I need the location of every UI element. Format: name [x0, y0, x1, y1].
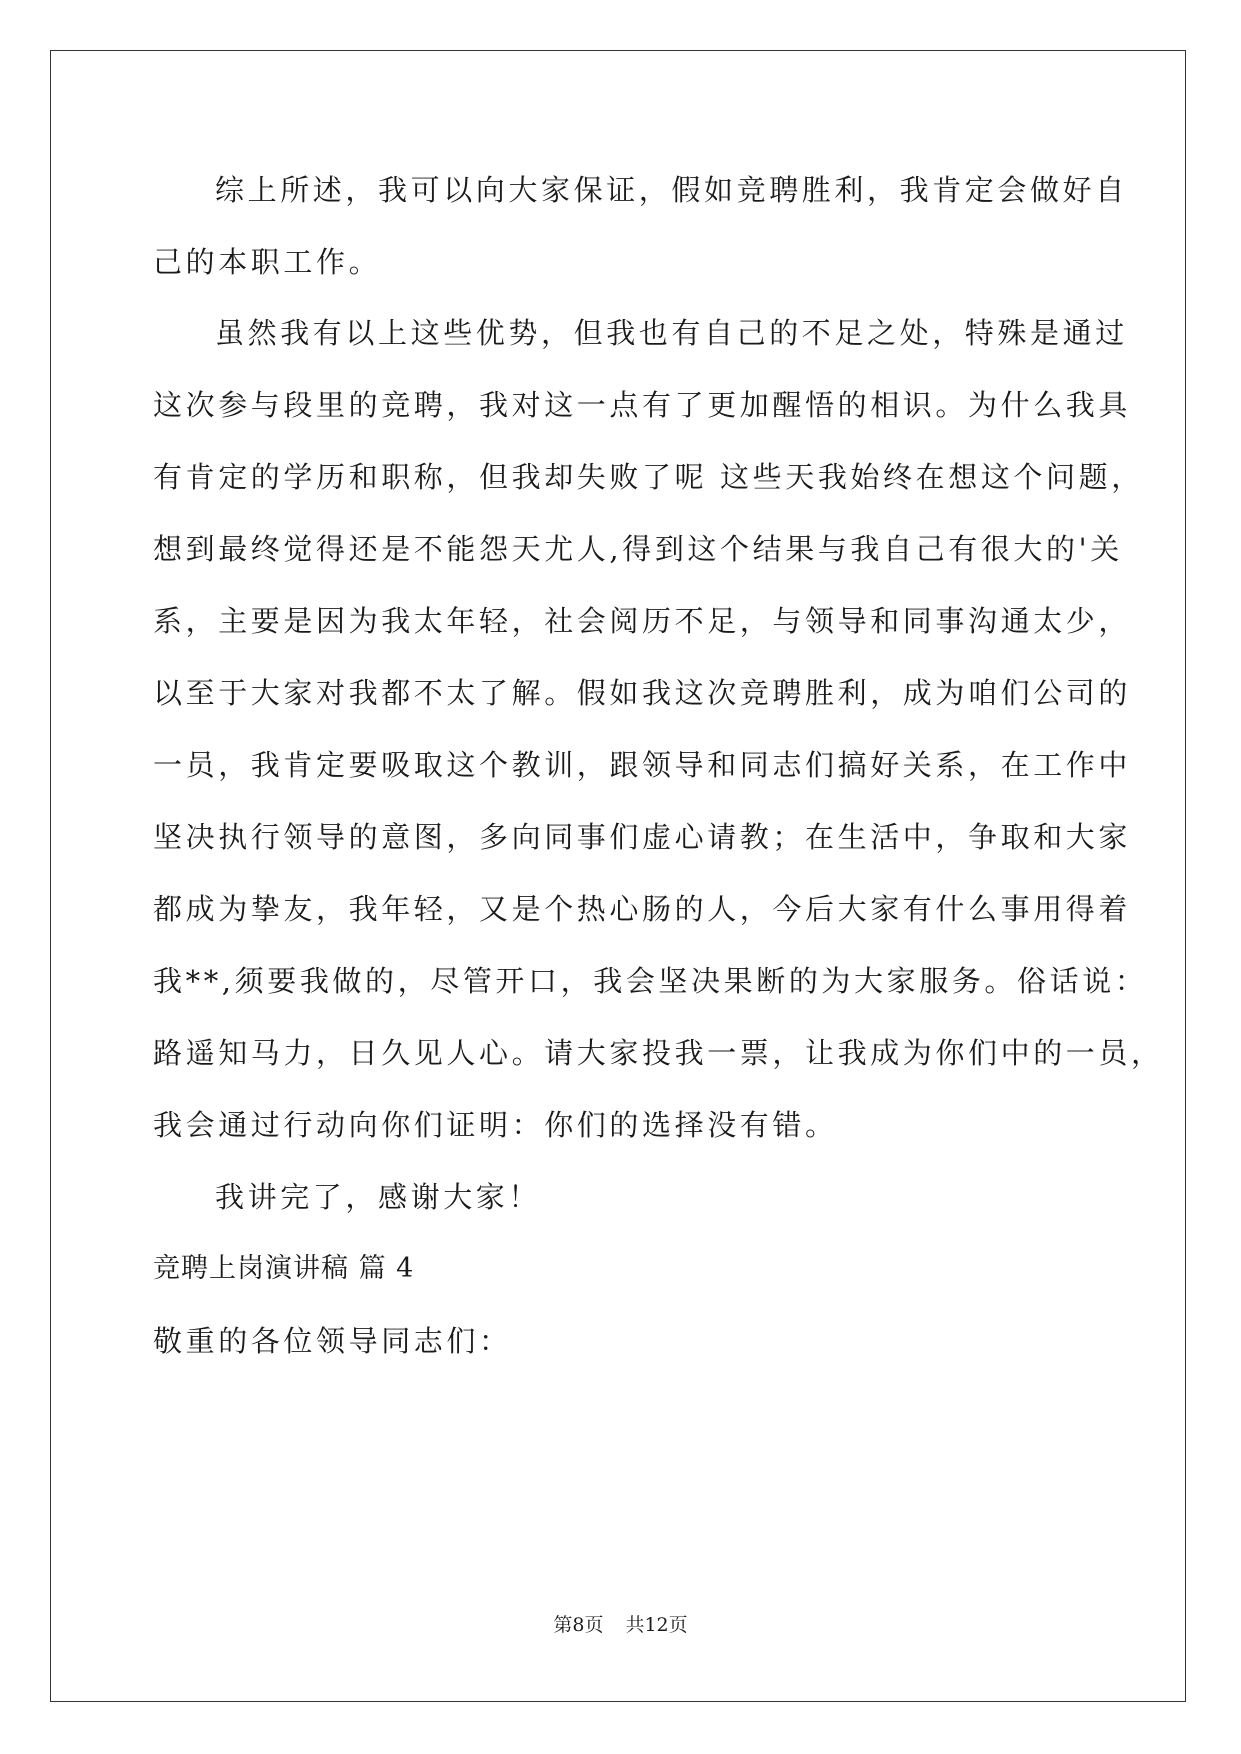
body-line-14: 我会通过行动向你们证明：你们的选择没有错。 — [153, 1108, 838, 1142]
body-line-2: 己的本职工作。 — [153, 245, 382, 279]
body-line-13: 路遥知马力，日久见人心。请大家投我一票，让我成为你们中的一员， — [153, 1036, 1164, 1070]
body-line-9: 一员，我肯定要吸取这个教训，跟领导和同志们搞好关系，在工作中 — [153, 748, 1132, 782]
body-line-1: 综上所述，我可以向大家保证，假如竞聘胜利，我肯定会做好自 — [215, 173, 1128, 207]
body-line-6: 想到最终觉得还是不能怨天尤人,得到这个结果与我自己有很大的'关 — [153, 532, 1123, 566]
body-line-4: 这次参与段里的竞聘，我对这一点有了更加醒悟的相识。为什么我具 — [153, 388, 1132, 422]
salutation: 敬重的各位领导同志们： — [153, 1324, 512, 1358]
body-line-3: 虽然我有以上这些优势，但我也有自己的不足之处，特殊是通过 — [215, 316, 1128, 350]
page-footer — [0, 1613, 1241, 1637]
body-line-7: 系，主要是因为我太年轻，社会阅历不足，与领导和同事沟通太少， — [153, 604, 1132, 638]
closing-line: 我讲完了，感谢大家！ — [215, 1180, 542, 1214]
page-border — [50, 50, 1186, 1702]
body-line-8: 以至于大家对我都不太了解。假如我这次竞聘胜利，成为咱们公司的 — [153, 676, 1132, 710]
section-heading: 竞聘上岗演讲稿 篇 4 — [153, 1253, 415, 1284]
total-pages: 共12页 — [625, 1614, 688, 1636]
body-line-10: 坚决执行领导的意图，多向同事们虚心请教；在生活中，争取和大家 — [153, 820, 1132, 854]
page-number: 第8页 — [553, 1614, 604, 1636]
body-line-12: 我**,须要我做的，尽管开口，我会坚决果断的为大家服务。俗话说： — [153, 964, 1148, 998]
body-line-5: 有肯定的学历和职称，但我却失败了呢 这些天我始终在想这个问题， — [153, 460, 1144, 494]
body-line-11: 都成为挚友，我年轻，又是个热心肠的人，今后大家有什么事用得着 — [153, 892, 1132, 926]
